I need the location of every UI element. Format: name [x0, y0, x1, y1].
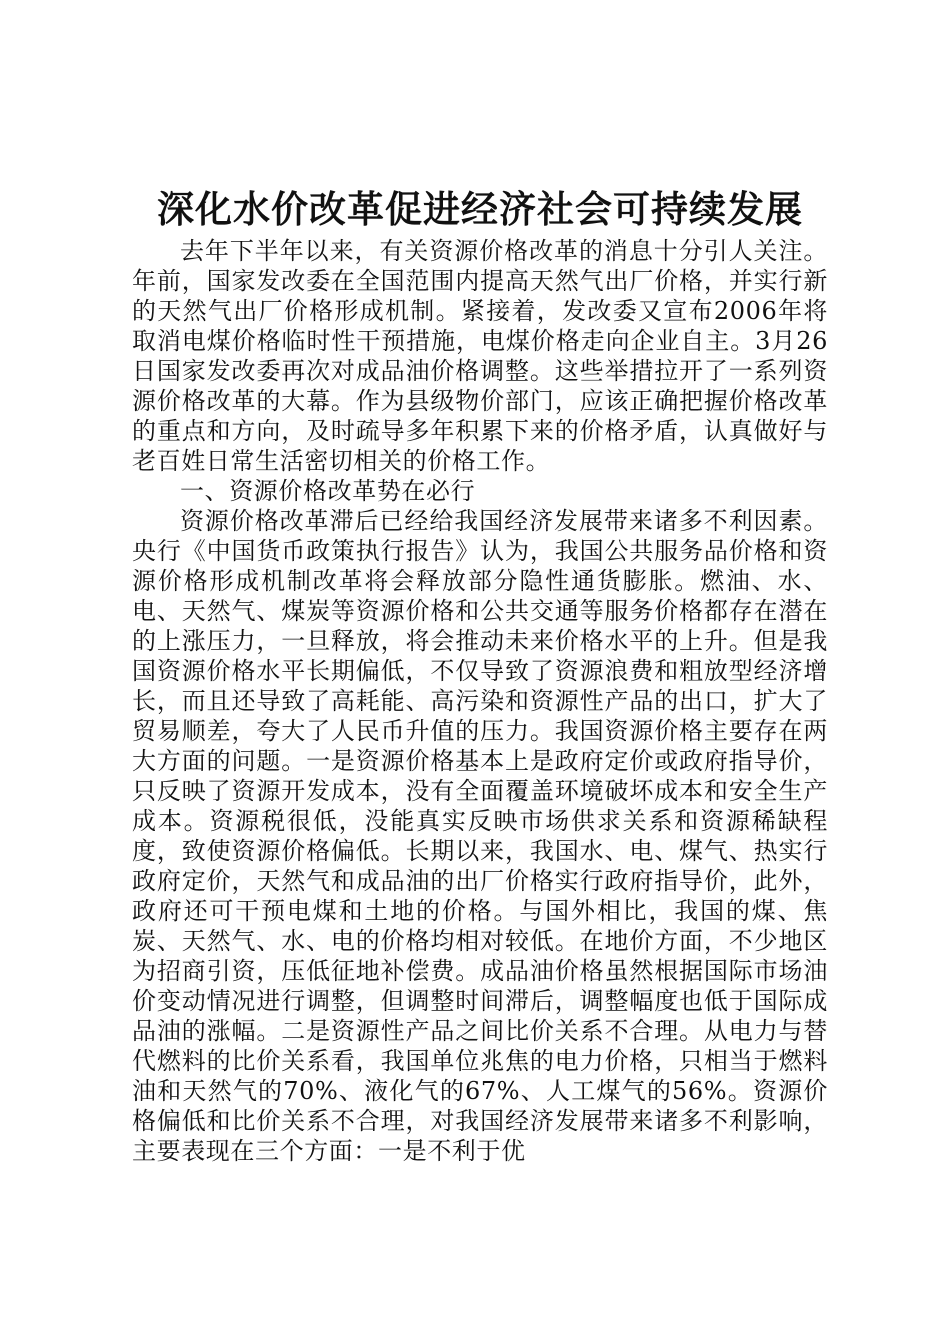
document-title: 深化水价改革促进经济社会可持续发展	[157, 187, 803, 231]
paragraph-intro: 去年下半年以来，有关资源价格改革的消息十分引人关注。年前，国家发改委在全国范围内提高天然气出厂价格，并实行新的天然气出厂价格形成机制。紧接着，发改委又宣布2006年将取消电煤价格临时性干预措施，电煤价格走向企业自主。3月26日国家发改委再次对成品油价格调整。这些举措拉开了一系列资源价格改革的大幕。作为县级物价部门，应该正确把握价格改革的重点和方向，及时疏导多年积累下来的价格矛盾，认真做好与老百姓日常生活密切相关的价格工作。	[132, 237, 828, 475]
paragraph-resource-pricing: 资源价格改革滞后已经给我国经济发展带来诸多不利因素。央行《中国货币政策执行报告》认为，我国公共服务品价格和资源价格形成机制改革将会释放部分隐性通货膨胀。燃油、水、电、天然气、煤炭等资源价格和公共交通等服务价格都存在潜在的上涨压力，一旦释放，将会推动未来价格水平的上升。但是我国资源价格水平长期偏低，不仅导致了资源浪费和粗放型经济增长，而且还导致了高耗能、高污染和资源性产品的出口，扩大了贸易顺差，夸大了人民币升值的压力。我国资源价格主要存在两大方面的问题。一是资源价格基本上是政府定价或政府指导价，只反映了资源开发成本，没有全面覆盖环境破坏成本和安全生产成本。资源税很低，没能真实反映市场供求关系和资源稀缺程度，致使资源价格偏低。长期以来，我国水、电、煤气、热实行政府定价，天然气和成品油的出厂价格实行政府指导价，此外，政府还可干预电煤和土地的价格。与国外相比，我国的煤、焦炭、天然气、水、电的价格均相对较低。在地价方面，不少地区为招商引资，压低征地补偿费。成品油价格虽然根据国际市场油价变动情况进行调整，但调整时间滞后，调整幅度也低于国际成品油的涨幅。二是资源性产品之间比价关系不合理。从电力与替代燃料的比价关系看，我国单位兆焦的电力价格，只相当于燃料油和天然气的70%、液化气的67%、人工煤气的56%。资源价格偏低和比价关系不合理，对我国经济发展带来诸多不利影响，主要表现在三个方面：一是不利于优	[132, 507, 828, 1165]
section-heading-1: 一、资源价格改革势在必行	[180, 477, 476, 505]
document-body	[132, 236, 828, 1166]
